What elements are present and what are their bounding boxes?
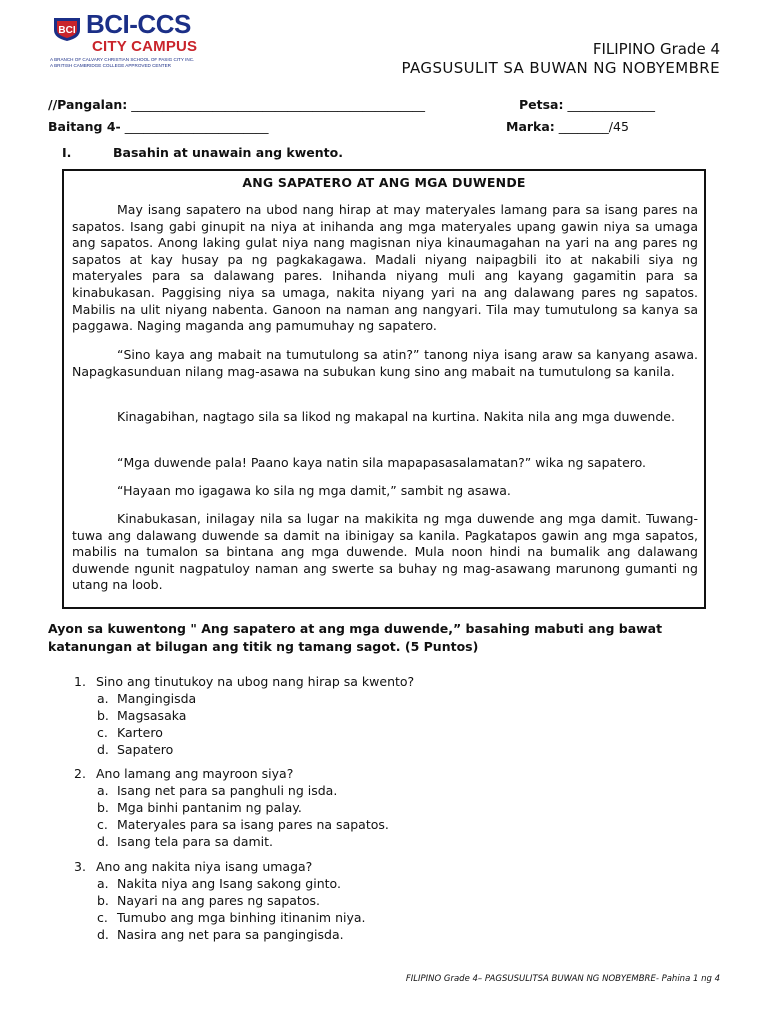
answer-option[interactable]: c. Kartero (97, 725, 163, 740)
answer-option[interactable]: b. Magsasaka (97, 708, 187, 723)
name-field[interactable] (48, 97, 425, 113)
question-2: 2. Ano lamang ang mayroon siya? (74, 766, 294, 781)
page-footer: FILIPINO Grade 4– PAGSUSULITSA BUWAN NG NOBYEMBRE- Pahina 1 ng 4 (405, 974, 720, 984)
story-paragraph: Kinagabihan, nagtago sila sa likod ng makapal na kurtina. Nakita nila ang mga duwende. (117, 409, 675, 424)
campus-name: CITY CAMPUS (92, 38, 198, 55)
name-label: //Pangalan: (48, 97, 128, 112)
date-line: ______________ (567, 97, 655, 112)
date-label: Petsa: (519, 97, 564, 112)
instructions: Ayon sa kuwentong " Ang sapatero at ang mga duwende,” basahing mabuti ang bawat katanungan at bilugan ang titik ng tamang sagot. (5 Puntos) (48, 621, 663, 654)
answer-option[interactable]: d. Sapatero (97, 742, 174, 757)
answer-option[interactable]: a. Nakita niya ang Isang sakong ginto. (97, 876, 341, 891)
logo-mark-text: BCI (58, 25, 76, 36)
brand-tagline-1: A BRANCH OF CALVARY CHRISTIAN SCHOOL OF PASIG CITY INC. (50, 57, 195, 62)
brand-tagline-2: A BRITISH CAMBRIDGE COLLEGE APPROVED CENTER (50, 63, 171, 68)
subject-title: FILIPINO Grade 4 (592, 40, 720, 58)
answer-option[interactable]: b. Nayari na ang pares ng sapatos. (97, 893, 320, 908)
story-paragraph: “Hayaan mo igagawa ko sila ng mga damit,” sambit ng asawa. (117, 483, 511, 498)
score-label: Marka: (506, 119, 555, 134)
answer-option[interactable]: d. Nasira ang net para sa pangingisda. (97, 927, 344, 942)
story-paragraph: May isang sapatero na ubod nang hirap at may materyales lamang para sa isang pares na sapatos. Isang gabi ginupit na niya at inihanda ang mga materyales upang gawin niya sa umaga ang sapatos. Anong laking gulat niya nang magisnan niya kinaumagahan na yari na ang pares ng sapatos at kay husay pa ng pagkakagawa. Madali niyang naipagbili ito at nakabili siya ng materyales para sa dalawang pares. Inihanda niyang muli ang kayang gagamitin para sa kinabukasan. Paggising niya sa umaga, nakita niyang yari na ang dalawang pares ng sapatos. Mabilis na ulit niyang nabenta. Ganoon na naman ang nangyari. Tila may tumutulong sa kanya sa paggawa. Naging maganda ang pamumuhay ng sapatero. (72, 202, 698, 334)
date-field[interactable] (519, 97, 655, 113)
answer-option[interactable]: a. Mangingisda (97, 691, 197, 706)
score-field[interactable] (506, 119, 629, 135)
story-paragraph: Kinabukasan, inilagay nila sa lugar na makikita ng mga duwende ang mga damit. Tuwang-tuwa ang dalawang duwende sa damit na ibinigay sa kanila. Pagkatapos gawin ang mga sapatos, mabilis na tumalon sa bintana ang mga duwende. Mula noon hindi na bumalik ang dalawang duwende ngunit nagpatuloy naman ang swerte sa buhay ng mag-asawang marunong gumanti ng utang na loob. (72, 511, 698, 593)
story-paragraph: “Mga duwende pala! Paano kaya natin sila mapapasasalamatan?” wika ng sapatero. (117, 455, 647, 470)
question-3: 3. Ano ang nakita niya isang umaga? (74, 859, 313, 874)
answer-option[interactable]: a. Isang net para sa panghuli ng isda. (97, 783, 338, 798)
name-line: _______________________________________________ (131, 97, 426, 112)
section-number: I. (62, 145, 72, 160)
grade-field[interactable] (48, 119, 268, 135)
story-title: ANG SAPATERO AT ANG MGA DUWENDE (242, 175, 526, 190)
story-paragraph: “Sino kaya ang mabait na tumutulong sa atin?” tanong niya isang araw sa kanyang asawa. Napagkasunduan nilang mag-asawa na subukan kung sino ang mabait na tumutulong sa kanila. (72, 347, 698, 379)
school-logo-icon (52, 14, 82, 42)
grade-line: _______________________ (124, 119, 269, 134)
answer-option[interactable]: c. Tumubo ang mga binhing itinanim niya. (97, 910, 366, 925)
section-title: Basahin at unawain ang kwento. (113, 145, 343, 160)
test-title: PAGSUSULIT SA BUWAN NG NOBYEMBRE (401, 59, 720, 77)
question-1: 1. Sino ang tinutukoy na ubog nang hirap sa kwento? (74, 674, 415, 689)
answer-option[interactable]: d. Isang tela para sa damit. (97, 834, 274, 849)
answer-option[interactable]: b. Mga binhi pantanim ng palay. (97, 800, 302, 815)
score-line: ________/45 (558, 119, 629, 134)
brand-name: BCI-CCS (86, 9, 191, 39)
grade-label: Baitang 4- (48, 119, 121, 134)
answer-option[interactable]: c. Materyales para sa isang pares na sapatos. (97, 817, 389, 832)
